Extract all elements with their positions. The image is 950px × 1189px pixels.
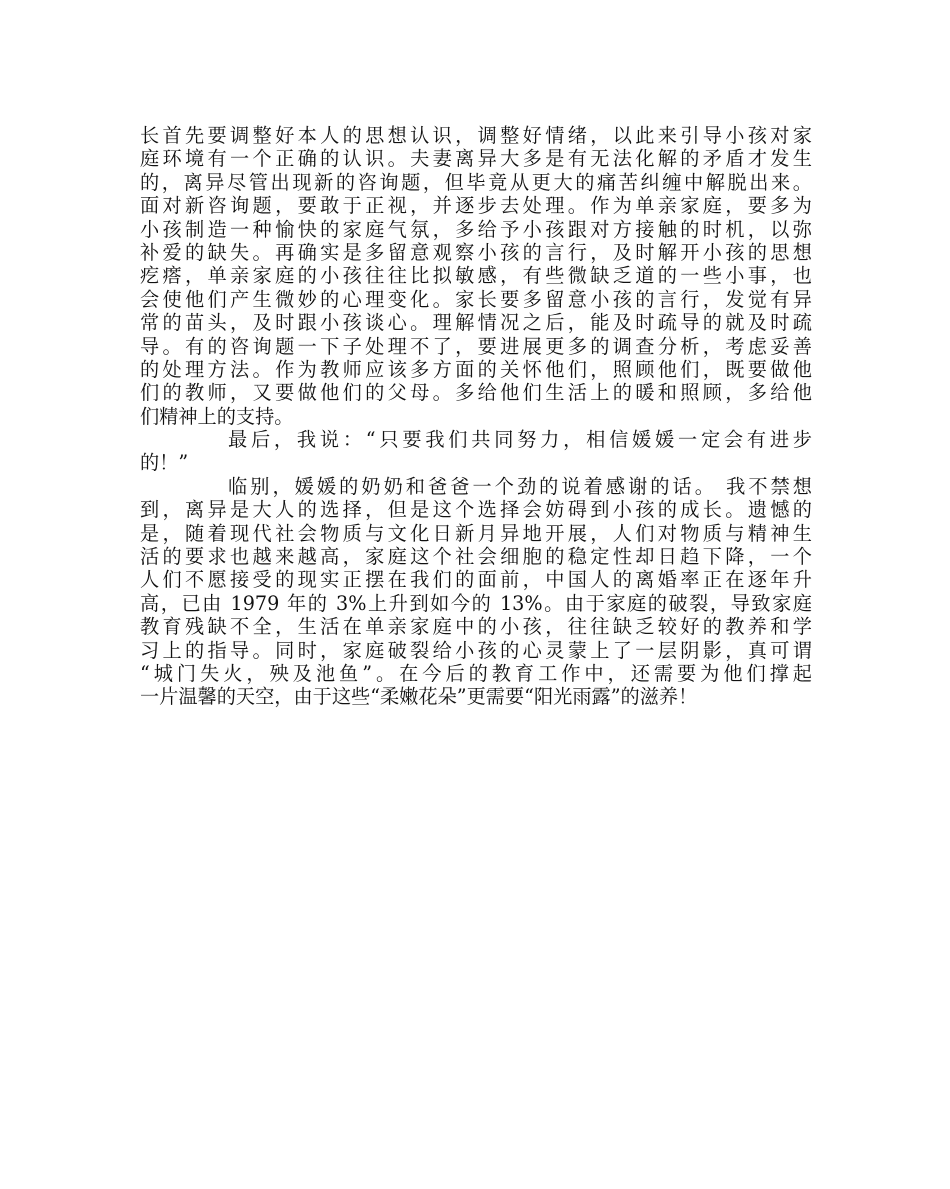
text-line: 会使他们产生微妙的心理变化。家长要多留意小孩的言行，发觉有异 [140, 287, 812, 311]
text-line: 庭环境有一个正确的认识。夫妻离异大多是有无法化解的矛盾才发生 [140, 147, 812, 171]
paragraph-3 [140, 475, 812, 709]
text-line: 常的苗头，及时跟小孩谈心。理解情况之后，能及时疏导的就及时疏 [140, 311, 812, 335]
text-line: 的，离异尽管出现新的咨询题，但毕竟从更大的痛苦纠缠中解脱出来。 [140, 170, 812, 194]
text-line: 是，随着现代社会物质与文化日新月异地开展，人们对物质与精神生 [140, 521, 812, 545]
text-line: 活的要求也越来越高，家庭这个社会细胞的稳定性却日趋下降，一个 [140, 545, 812, 569]
text-line: 的！” [140, 451, 189, 475]
text-line: 到，离异是大人的选择，但是这个选择会妨碍到小孩的成长。遗憾的 [140, 498, 812, 522]
paragraph-1 [140, 124, 812, 428]
text-line: 人们不愿接受的现实正摆在我们的面前，中国人的离婚率正在逐年升 [140, 568, 812, 592]
text-line: 们的教师，又要做他们的父母。多给他们生活上的暖和照顾，多给他 [140, 381, 812, 405]
text-line: 疙瘩，单亲家庭的小孩往往比拟敏感，有些微缺乏道的一些小事，也 [140, 264, 812, 288]
text-line: 的处理方法。作为教师应该多方面的关怀他们，照顾他们，既要做他 [140, 357, 812, 381]
text-line: 长首先要调整好本人的思想认识，调整好情绪，以此来引导小孩对家 [140, 124, 812, 147]
text-line: 习上的指导。同时，家庭破裂给小孩的心灵蒙上了一层阴影，真可谓 [140, 638, 812, 662]
text-line: 高，已由 1979 年的 3%上升到如今的 13%。由于家庭的破裂，导致家庭 [140, 591, 812, 615]
text-line: 小孩制造一种愉快的家庭气氛，多给予小孩跟对方接触的时机，以弥 [140, 217, 812, 241]
text-line: 补爱的缺失。再确实是多留意观察小孩的言行，及时解开小孩的思想 [140, 240, 812, 264]
text-line: 面对新咨询题，要敢于正视，并逐步去处理。作为单亲家庭，要多为 [140, 194, 812, 218]
text-line: 教育残缺不全，生活在单亲家庭中的小孩，往往缺乏较好的教养和学 [140, 615, 812, 639]
text-line: 一片温馨的天空，由于这些“柔嫩花朵”更需要“阳光雨露”的滋养！ [140, 685, 698, 709]
text-line: 最后，我说：“只要我们共同努力，相信媛媛一定会有进步 [228, 428, 812, 452]
paragraph-2 [140, 428, 812, 475]
text-line: 们精神上的支持。 [140, 404, 294, 428]
text-line: “城门失火，殃及池鱼”。在今后的教育工作中，还需要为他们撑起 [140, 661, 812, 685]
document-page [140, 124, 812, 709]
text-line: 导。有的咨询题一下子处理不了，要进展更多的调查分析，考虑妥善 [140, 334, 812, 358]
text-line: 临别，媛媛的奶奶和爸爸一个劲的说着感谢的话。 我不禁想 [228, 474, 812, 498]
